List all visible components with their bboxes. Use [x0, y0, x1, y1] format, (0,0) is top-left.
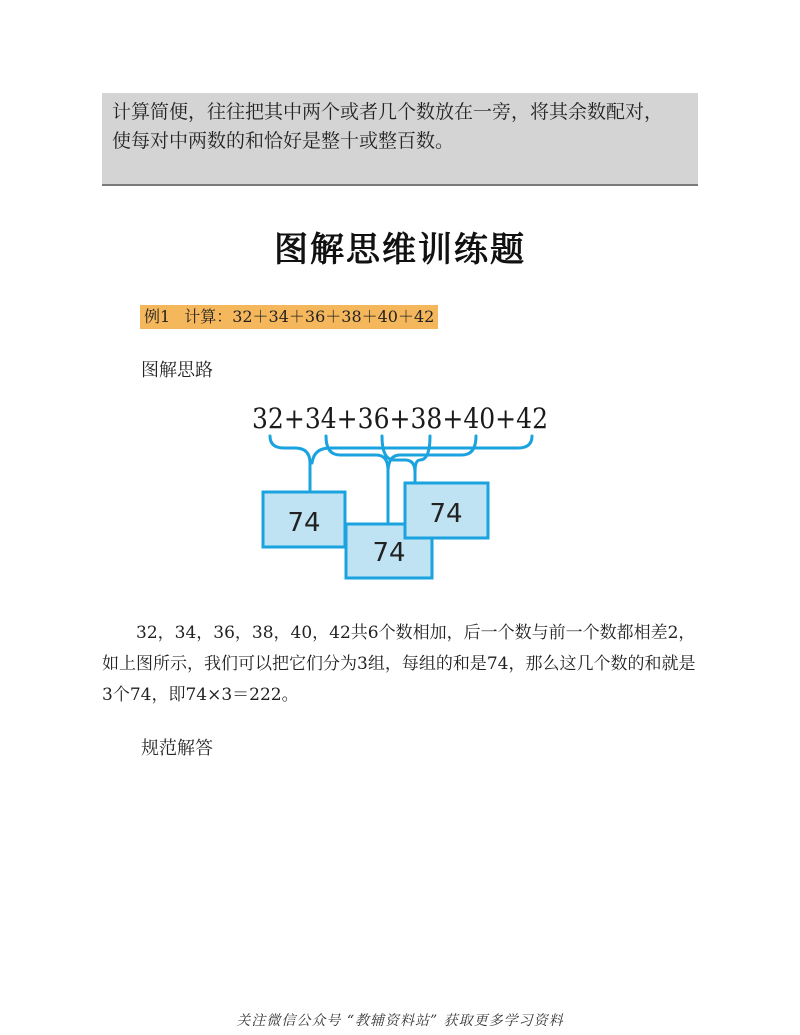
explanation	[102, 618, 698, 711]
section-heading-diagram: 图解思路	[141, 360, 213, 381]
explanation-paragraph: 32，34，36，38，40，42共6个数相加，后一个数与前一个数都相差2，如上图所示，我们可以把它们分为3组，每组的和是74，那么这几个数的和就是3个74，即74×3＝222。	[102, 623, 696, 705]
brace-pair-34-40-right	[388, 436, 476, 470]
example-label: 例1	[144, 307, 171, 326]
sum-box-1-value: 74	[287, 508, 321, 538]
tip-line-1: 计算简便，往往把其中两个或者几个数放在一旁，将其余数配对，	[112, 101, 664, 123]
sum-box-1	[263, 492, 345, 547]
sum-box-3-value: 74	[429, 499, 463, 529]
footer-note: 关注微信公众号 “教辅资料站” 获取更多学习资料	[236, 1013, 564, 1029]
grouping-diagram	[240, 398, 560, 583]
diagram-expression: 32+34+36+38+40+42	[252, 402, 548, 435]
sum-box-2-value: 74	[372, 538, 406, 568]
example-text: 计算：32＋34＋36＋38＋40＋42	[184, 307, 435, 326]
sum-box-3	[405, 483, 488, 538]
tip-line-2: 使每对中两数的和恰好是整十或整百数。	[112, 130, 455, 152]
section-heading-answer: 规范解答	[141, 738, 213, 759]
page-title: 图解思维训练题	[274, 230, 526, 270]
brace-pair-32-42	[270, 436, 310, 490]
example-banner	[140, 305, 438, 329]
tip-box	[102, 93, 698, 186]
